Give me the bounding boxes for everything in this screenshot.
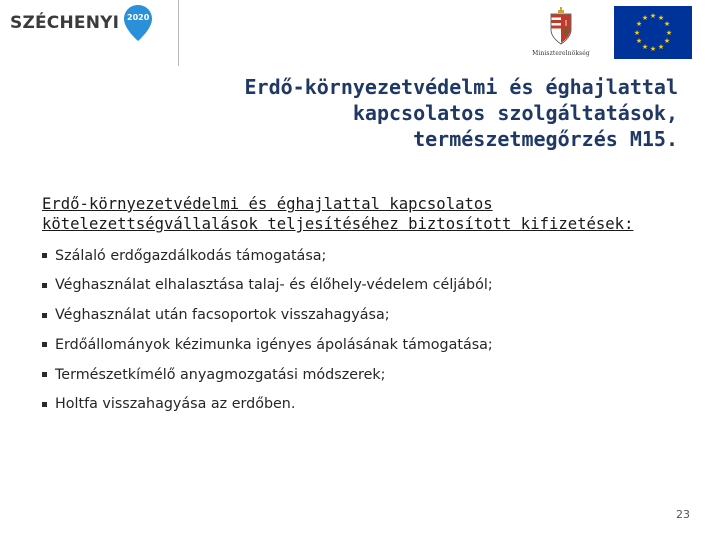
- page-number: 23: [676, 508, 690, 521]
- list-item: [42, 304, 682, 327]
- svg-text:★: ★: [657, 43, 665, 51]
- list-item: [42, 393, 682, 416]
- eu-flag-icon: [614, 6, 692, 59]
- svg-text:★: ★: [633, 29, 641, 37]
- intro-line-1: Erdő-környezetvédelmi és éghajlattal kapcsolatos: [42, 195, 493, 213]
- square-bullet-icon: [42, 283, 47, 288]
- square-bullet-icon: [42, 253, 47, 258]
- svg-text:★: ★: [649, 45, 657, 53]
- intro-paragraph: [42, 194, 682, 234]
- list-item: [42, 363, 682, 386]
- list-item-text: Természetkímélő anyagmozgatási módszerek;: [55, 366, 386, 383]
- header-divider: [178, 0, 179, 66]
- list-item-text: Véghasználat után facsoportok visszahagyása;: [55, 307, 390, 324]
- brand-text: SZÉCHENYI: [10, 13, 120, 33]
- intro-line-2: kötelezettségvállalások teljesítéséhez biztosított kifizetések:: [42, 215, 634, 233]
- svg-text:★: ★: [663, 20, 671, 28]
- title-line-1: Erdő-környezetvédelmi és éghajlattal: [244, 75, 678, 99]
- svg-text:★: ★: [635, 37, 643, 45]
- ministry-label: Miniszterelnökség: [532, 50, 590, 57]
- title-line-2: kapcsolatos szolgáltatások,: [352, 101, 678, 125]
- list-item: [42, 333, 682, 356]
- slide-title: [118, 74, 678, 152]
- ministry-logo: [518, 6, 604, 62]
- szechenyi-2020-logo: [10, 2, 153, 44]
- svg-text:★: ★: [649, 12, 657, 20]
- square-bullet-icon: [42, 372, 47, 377]
- svg-text:★: ★: [663, 37, 671, 45]
- list-item: [42, 244, 682, 267]
- bullet-list: [42, 244, 682, 423]
- list-item: [42, 274, 682, 297]
- hungarian-coat-of-arms-icon: [518, 6, 604, 50]
- svg-text:★: ★: [641, 43, 649, 51]
- location-pin-icon: [123, 4, 153, 42]
- square-bullet-icon: [42, 402, 47, 407]
- svg-text:★: ★: [641, 14, 649, 22]
- svg-text:★: ★: [635, 20, 643, 28]
- square-bullet-icon: [42, 342, 47, 347]
- brand-year: 2020: [127, 13, 150, 22]
- square-bullet-icon: [42, 313, 47, 318]
- svg-text:★: ★: [665, 29, 673, 37]
- list-item-text: Holtfa visszahagyása az erdőben.: [55, 396, 296, 413]
- svg-text:★: ★: [657, 14, 665, 22]
- list-item-text: Szálaló erdőgazdálkodás támogatása;: [55, 247, 327, 264]
- list-item-text: Véghasználat elhalasztása talaj- és élőhely-védelem céljából;: [55, 277, 493, 294]
- list-item-text: Erdőállományok kézimunka igényes ápolásának támogatása;: [55, 336, 493, 353]
- title-line-3: természetmegőrzés M15.: [413, 127, 678, 151]
